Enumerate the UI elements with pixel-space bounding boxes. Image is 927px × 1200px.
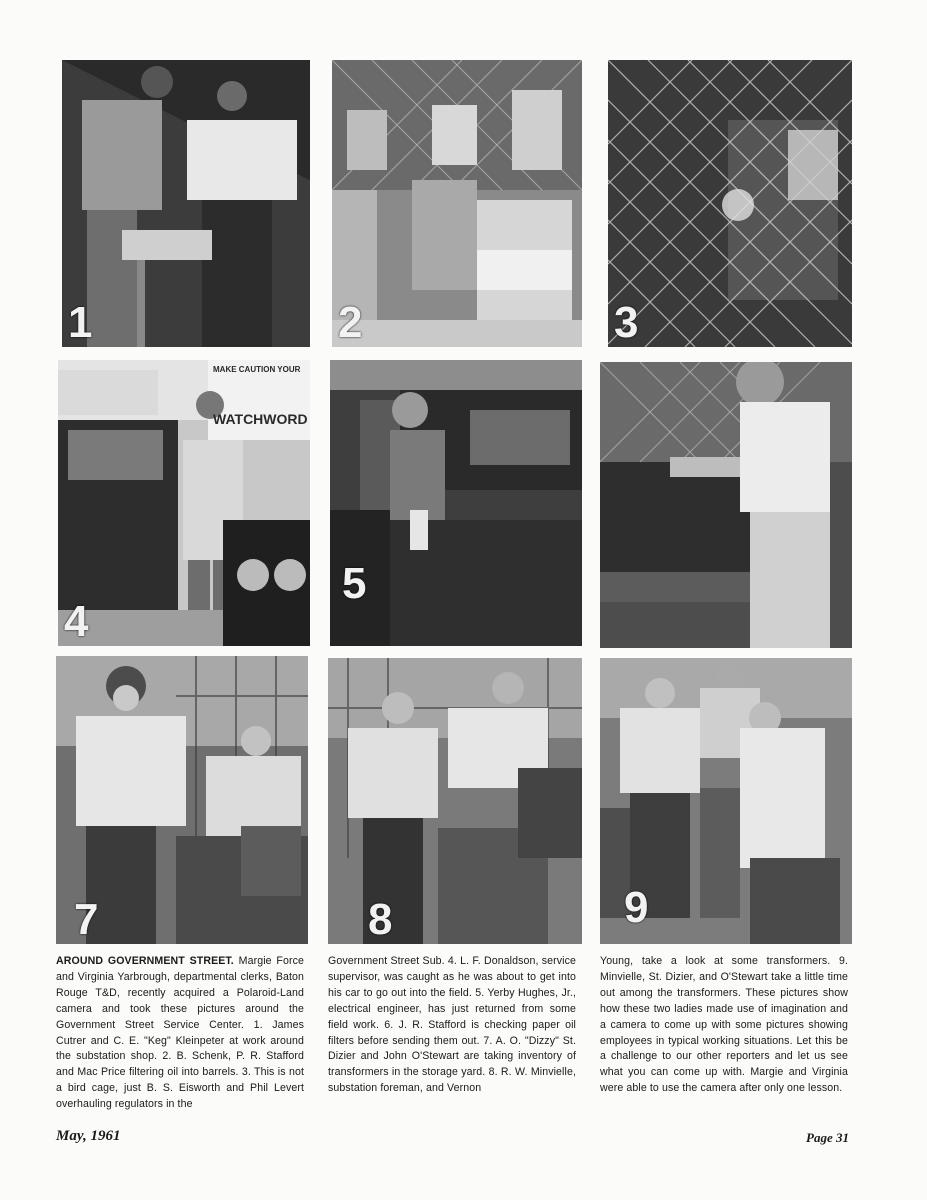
photo-number: 5: [342, 559, 367, 608]
photo-5: [330, 360, 582, 646]
caption-column-2: Government Street Sub. 4. L. F. Donaldson, service supervisor, was caught as he was about to get into his car to go out into the field. 5. Yerby Hughes, Jr., electrical engineer, has just returned from some field work. 6. J. R. Stafford is checking paper oil filters before sending them out. 7. A. O. "Dizzy" St. Dizier and John O'Stewart are taking inventory of transformers in the storage yard. 8. R. W. Minvielle, substation foreman, and Vernon: [328, 955, 576, 1095]
page-number: Page 31: [806, 1130, 849, 1145]
photo-3: [608, 60, 852, 347]
sign-line-2: WATCHWORD: [213, 411, 308, 427]
caption-lead: AROUND GOVERNMENT STREET.: [56, 955, 234, 967]
photo-2: [332, 60, 582, 347]
issue-date: May, 1961: [56, 1128, 121, 1144]
photo-4: [58, 360, 310, 646]
photo-9: [600, 658, 852, 944]
photo-number: 8: [368, 895, 393, 944]
photo-8: [328, 658, 582, 944]
photo-7: [56, 656, 308, 944]
photo-1: [62, 60, 310, 347]
photo-number: 7: [74, 895, 99, 944]
sign-line-1: MAKE CAUTION YOUR: [213, 365, 301, 374]
photo-number: 2: [338, 298, 363, 347]
photo-6: [600, 362, 852, 648]
caption-column-3: Young, take a look at some transformers. 9. Minvielle, St. Dizier, and O'Stewart take a little time out among the transformers. These pictures show how these two ladies made use of imagination and a camera to come up with some pictures showing employees in typical working situations. Let this be a challenge to our other reporters and let us see what you can come up with. Margie and Virginia were able to use the camera after only one lesson.: [600, 955, 848, 1095]
caption-body: Margie Force and Virginia Yarbrough, departmental clerks, Baton Rouge T&D, recently acquired a Polaroid-Land camera and took these pictures around the Government Street Service Center. 1. James Cutrer and C. E. "Keg" Kleinpeter at work around the substation shop. 2. B. Schenk, P. R. Stafford and Mac Price filtering oil into barrels. 3. This is not a bird cage, just B. S. Eisworth and Phil Levert overhauling regulators in the: [56, 955, 305, 1111]
photo-number: 9: [624, 883, 649, 932]
caution-sign: [213, 366, 307, 426]
photo-number: 3: [614, 298, 639, 347]
caption-column-1: [56, 954, 304, 1113]
photo-number: 1: [68, 298, 93, 347]
photo-number: 4: [64, 597, 89, 646]
